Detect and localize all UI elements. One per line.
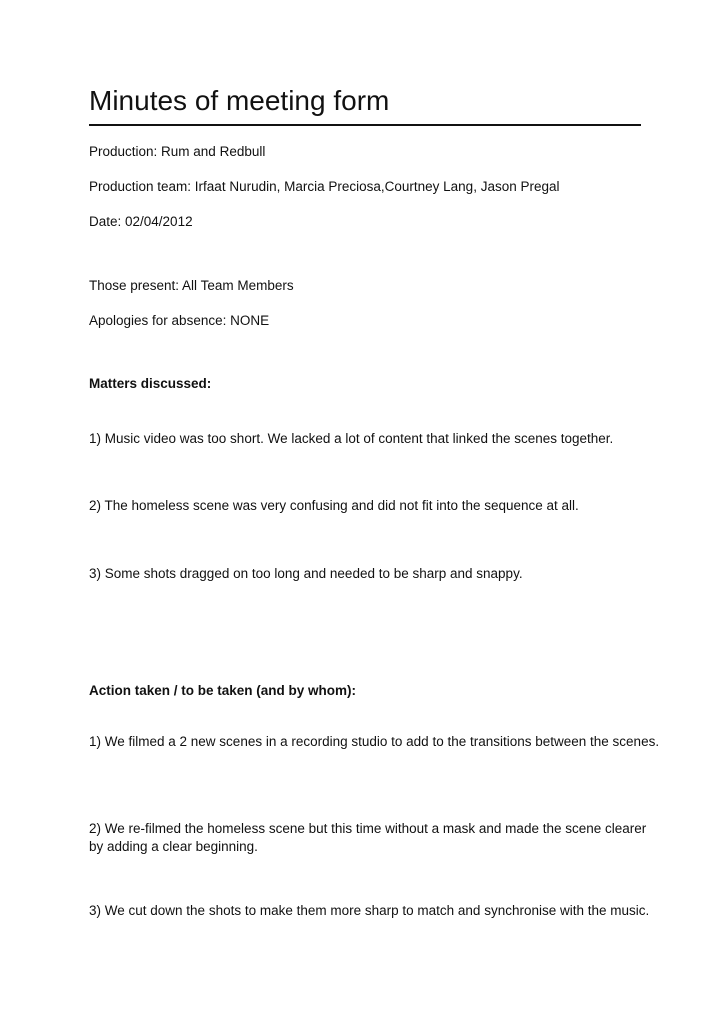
date-line: Date: 02/04/2012 [89,214,193,229]
apologies-line: Apologies for absence: NONE [89,313,270,328]
page-title: Minutes of meeting form [89,85,390,116]
title-underline [89,124,641,126]
production-team-line: Production team: Irfaat Nurudin, Marcia Preciosa,Courtney Lang, Jason Pregal [89,179,560,194]
action-item-1: 1) We filmed a 2 new scenes in a recording studio to add to the transitions between the scenes. [89,734,660,749]
action-item-3: 3) We cut down the shots to make them more sharp to match and synchronise with the music. [89,903,650,918]
matter-item-1: 1) Music video was too short. We lacked a lot of content that linked the scenes together. [89,431,614,446]
matter-item-2: 2) The homeless scene was very confusing and did not fit into the sequence at all. [89,498,579,513]
those-present-line: Those present: All Team Members [89,278,294,293]
action-item-2: 2) We re-filmed the homeless scene but this time without a mask and made the scene clearer by adding a clear beginning. [89,821,647,854]
matter-item-3: 3) Some shots dragged on too long and needed to be sharp and snappy. [89,566,523,581]
production-line: Production: Rum and Redbull [89,144,266,159]
action-taken-heading: Action taken / to be taken (and by whom): [89,683,357,698]
matters-discussed-heading: Matters discussed: [89,376,212,391]
